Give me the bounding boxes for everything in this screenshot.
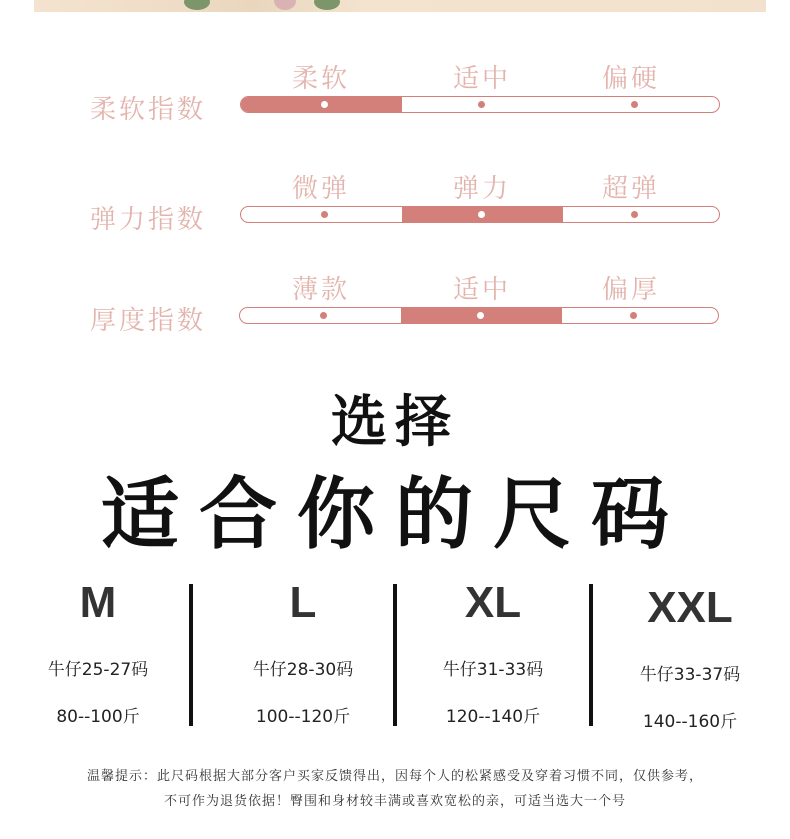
scale-word: 超弹 (601, 174, 660, 204)
track-segment (402, 97, 563, 112)
section-title: 适合你的尺码 (100, 470, 689, 560)
size-column-xxl (592, 580, 788, 732)
size-column-xl (395, 575, 591, 727)
size-weight: 100--120斤 (255, 707, 351, 727)
dot-marker (630, 312, 637, 319)
index-label: 弹力指数 (90, 205, 207, 235)
size-jeans: 牛仔25-27码 (47, 660, 149, 680)
tip-note-line1: 温馨提示：此尺码根据大部分客户买家反馈得出，因每个人的松紧感受及穿着习惯不同，仅供参考， (86, 769, 703, 784)
dot-marker (631, 211, 638, 218)
track-segment (562, 308, 719, 323)
scale-word: 偏硬 (601, 64, 660, 94)
scale-word: 柔软 (291, 64, 350, 94)
size-name: L (289, 578, 317, 627)
dot-marker (478, 211, 485, 218)
size-name: M (79, 578, 117, 627)
size-weight: 120--140斤 (445, 707, 541, 727)
index-track (240, 206, 720, 223)
index-track (239, 307, 719, 324)
size-column-l (205, 575, 401, 727)
index-track (240, 96, 720, 113)
scale-word: 微弹 (291, 174, 350, 204)
flower-decoration (274, 0, 296, 10)
section-heading: 选择 (331, 390, 459, 455)
leaf-decoration (184, 0, 210, 10)
track-segment (563, 207, 720, 222)
size-column-m (0, 575, 196, 727)
size-jeans: 牛仔31-33码 (442, 660, 544, 680)
leaf-decoration (314, 0, 340, 10)
size-jeans: 牛仔33-37码 (639, 665, 741, 685)
track-segment-selected (402, 207, 563, 222)
dot-marker (321, 101, 328, 108)
track-segment-selected (241, 97, 402, 112)
scale-word: 适中 (452, 64, 511, 94)
dot-marker (631, 101, 638, 108)
track-segment (563, 97, 720, 112)
dot-marker (478, 101, 485, 108)
elasticity-index-row (0, 165, 790, 245)
size-name: XXL (647, 583, 733, 632)
scale-word: 弹力 (452, 174, 511, 204)
index-label: 厚度指数 (90, 306, 207, 336)
scale-word: 偏厚 (601, 275, 660, 305)
index-label: 柔软指数 (90, 95, 207, 125)
thickness-index-row (0, 266, 790, 346)
dot-marker (477, 312, 484, 319)
size-name: XL (464, 578, 522, 627)
product-photo-strip (34, 0, 766, 12)
scale-word: 薄款 (291, 275, 350, 305)
size-jeans: 牛仔28-30码 (252, 660, 354, 680)
size-weight: 140--160斤 (642, 712, 738, 732)
column-divider (189, 584, 193, 726)
track-segment (240, 308, 401, 323)
dot-marker (321, 211, 328, 218)
track-segment-selected (401, 308, 562, 323)
tip-note-line2: 不可作为退货依据！臀围和身材较丰满或喜欢宽松的亲，可适当选大一个号 (163, 794, 626, 809)
size-weight: 80--100斤 (56, 707, 140, 727)
scale-word: 适中 (452, 275, 511, 305)
softness-index-row (0, 55, 790, 135)
dot-marker (320, 312, 327, 319)
track-segment (241, 207, 402, 222)
